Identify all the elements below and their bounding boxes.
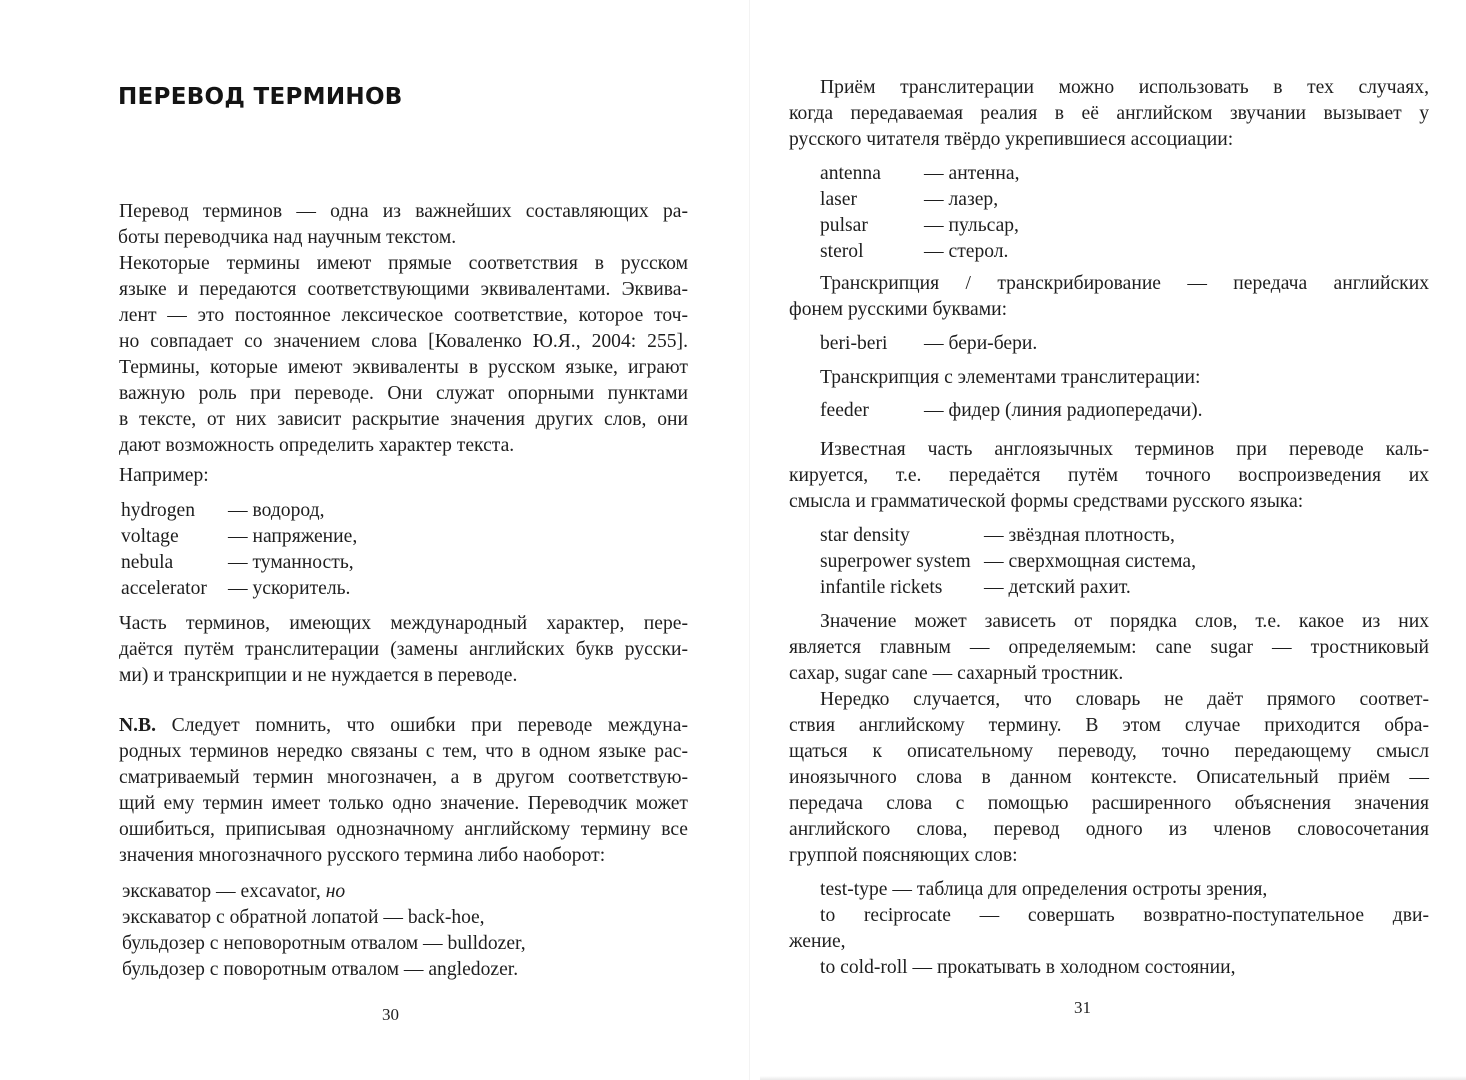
page-edge-shadow bbox=[760, 1076, 1466, 1080]
term-row bbox=[820, 398, 1203, 424]
term-list-calque bbox=[820, 523, 1196, 601]
text-line: Термины, которые имеют эквиваленты в русском языке, играют bbox=[119, 357, 688, 378]
text-line: Перевод терминов — одна из важнейших составляющих ра- bbox=[119, 201, 688, 222]
term-en: nebula bbox=[121, 552, 174, 573]
term-row bbox=[820, 187, 1020, 213]
text-line: значения многозначного русского термина либо наоборот: bbox=[119, 845, 606, 866]
term-list-descriptive bbox=[789, 877, 1429, 981]
paragraph-transliteration bbox=[789, 75, 1429, 153]
term-row bbox=[121, 550, 357, 576]
term-row bbox=[820, 549, 1196, 575]
term-row: to cold-roll — прокатывать в холодном состоянии, bbox=[820, 957, 1236, 978]
term-en: superpower system bbox=[820, 551, 971, 572]
term-row bbox=[122, 931, 526, 957]
term-en: accelerator bbox=[121, 578, 207, 599]
chapter-heading: ПЕРЕВОД ТЕРМИНОВ bbox=[118, 84, 403, 110]
text-line: дают возможность определить характер текста. bbox=[119, 435, 515, 456]
nb-text: Следует помнить, что ошибки при переводе междуна- bbox=[156, 715, 688, 736]
paragraph-nota-bene bbox=[119, 713, 688, 869]
term-row bbox=[820, 161, 1020, 187]
term-en: infantile rickets bbox=[820, 577, 943, 598]
text-line: английского слова, перевод одного из членов словосочетания bbox=[789, 819, 1429, 840]
term-row bbox=[121, 524, 357, 550]
text-line: боты переводчика над научным текстом. bbox=[118, 227, 457, 248]
term-ru: — фидер (линия радиопередачи). bbox=[924, 400, 1203, 421]
text-line: ми) и транскрипции и не нуждается в переводе. bbox=[119, 665, 518, 686]
text-line: сматриваемый термин многозначен, а в другом соответствую- bbox=[119, 767, 688, 788]
term-ru: — сверхмощная система, bbox=[984, 551, 1196, 572]
text-line: в тексте, от них зависит раскрытие значения других слов, они bbox=[119, 409, 688, 430]
text-line: группой поясняющих слов: bbox=[789, 845, 1018, 866]
term-list-nb bbox=[122, 879, 526, 983]
text-line: родных терминов нередко связаны с тем, что в одном языке рас- bbox=[119, 741, 688, 762]
text-line: важную роль при переводе. Они служат опорными пунктами bbox=[119, 383, 688, 404]
term-italic: но bbox=[325, 881, 346, 902]
term-row bbox=[820, 575, 1196, 601]
paragraph-calque bbox=[789, 437, 1429, 515]
term-en: laser bbox=[820, 189, 857, 210]
term-en: hydrogen bbox=[121, 500, 196, 521]
term-ru: — детский рахит. bbox=[984, 577, 1131, 598]
term-ru: — лазер, bbox=[924, 189, 999, 210]
text-line: смысла и грамматической формы средствами русского языка: bbox=[789, 491, 1304, 512]
text-line: Известная часть англоязычных терминов при переводе каль- bbox=[820, 439, 1429, 460]
text-line: сахар, sugar cane — сахарный тростник. bbox=[789, 663, 1124, 684]
term-text: бульдозер с поворотным отвалом — angledozer. bbox=[122, 959, 519, 980]
page-number: 30 bbox=[382, 1005, 399, 1024]
term-en: feeder bbox=[820, 400, 869, 421]
page-number: 31 bbox=[1074, 998, 1091, 1017]
term-text: экскаватор — excavator, bbox=[122, 881, 321, 902]
term-row bbox=[122, 879, 526, 905]
term-list-equivalents bbox=[121, 498, 357, 602]
text-line: щаться к описательному переводу, точно передающему смысл bbox=[789, 741, 1429, 762]
term-ru: — антенна, bbox=[924, 163, 1020, 184]
term-ru: — туманность, bbox=[228, 552, 354, 573]
text-line: щий ему термин имеет только одно значение. Переводчик может bbox=[119, 793, 688, 814]
term-row bbox=[121, 576, 357, 602]
text-line: фонем русскими буквами: bbox=[789, 299, 1008, 320]
example-label: Например: bbox=[119, 465, 209, 486]
text-line: когда передаваемая реалия в её английском звучании вызывает у bbox=[789, 103, 1429, 124]
term-en: voltage bbox=[121, 526, 179, 547]
text-line: является главным — определяемым: cane sugar — тростниковый bbox=[789, 637, 1429, 658]
text-line: лент — это постоянное лексическое соответствие, которое точ- bbox=[119, 305, 688, 326]
text-line: Нередко случается, что словарь не даёт прямого соответ- bbox=[820, 689, 1429, 710]
term-row bbox=[820, 523, 1196, 549]
text-line: ствия английскому термину. В этом случае приходится обра- bbox=[789, 715, 1429, 736]
term-ru: — стерол. bbox=[924, 241, 1009, 262]
term-row bbox=[122, 957, 526, 983]
text-line: Некоторые термины имеют прямые соответствия в русском bbox=[119, 253, 688, 274]
text-line: иноязычного слова в данном контексте. Описательный приём — bbox=[789, 767, 1429, 788]
term-row: test-type — таблица для определения остроты зрения, bbox=[820, 879, 1268, 900]
paragraph-intro bbox=[119, 199, 688, 251]
paragraph-word-order bbox=[789, 609, 1429, 687]
term-ru: — пульсар, bbox=[924, 215, 1019, 236]
text-line: Транскрипция / транскрибирование — передача английских bbox=[820, 273, 1429, 294]
text-line: языке и передаются соответствующими эквивалентами. Эквива- bbox=[119, 279, 688, 300]
nb-label: N.B. bbox=[119, 715, 157, 736]
term-ru: — бери-бери. bbox=[924, 333, 1038, 354]
term-row bbox=[820, 213, 1020, 239]
term-ru: — напряжение, bbox=[228, 526, 358, 547]
term-ru: — звёздная плотность, bbox=[984, 525, 1175, 546]
text-line: но совпадает со значением слова [Коваленко Ю.Я., 2004: 255]. bbox=[119, 331, 688, 352]
paragraph-descriptive bbox=[789, 687, 1429, 869]
term-en: star density bbox=[820, 525, 910, 546]
text-line: ошибиться, приписывая однозначному английскому термину все bbox=[119, 819, 688, 840]
term-en: antenna bbox=[820, 163, 881, 184]
paragraph-mixed: Транскрипция с элементами транслитерации: bbox=[820, 367, 1201, 388]
term-row bbox=[820, 331, 1037, 357]
text-line: передача слова с помощью расширенного объяснения значения bbox=[789, 793, 1429, 814]
text-line: Приём транслитерации можно использовать в тех случаях, bbox=[820, 77, 1429, 98]
term-list-transcription bbox=[820, 331, 1037, 357]
term-ru: — ускоритель. bbox=[228, 578, 351, 599]
term-en: sterol bbox=[820, 241, 864, 262]
term-row bbox=[820, 239, 1020, 265]
text-line: кируется, т.е. передаётся путём точного воспроизведения их bbox=[789, 465, 1429, 486]
text-line: Часть терминов, имеющих международный характер, пере- bbox=[119, 613, 688, 634]
text-line: Значение может зависеть от порядка слов, т.е. какое из них bbox=[820, 611, 1429, 632]
paragraph-international bbox=[119, 611, 688, 689]
term-list-transliteration bbox=[820, 161, 1020, 265]
term-list-mixed bbox=[820, 398, 1203, 424]
term-text: экскаватор с обратной лопатой — back-hoe, bbox=[122, 907, 485, 928]
term-row bbox=[121, 498, 357, 524]
term-row bbox=[122, 905, 526, 931]
paragraph-equivalents bbox=[119, 251, 688, 459]
term-row: жение, bbox=[789, 931, 846, 952]
term-en: beri-beri bbox=[820, 333, 888, 354]
term-row: to reciprocate — совершать возвратно-поступательное дви- bbox=[820, 905, 1429, 926]
right-page bbox=[750, 0, 1466, 1080]
paragraph-transcription bbox=[789, 271, 1429, 323]
term-ru: — водород, bbox=[228, 500, 325, 521]
term-text: бульдозер с неповоротным отвалом — bulldozer, bbox=[122, 933, 526, 954]
text-line: русского читателя твёрдо укрепившиеся ассоциации: bbox=[789, 129, 1234, 150]
text-line bbox=[119, 713, 688, 739]
text-line: даётся путём транслитерации (замены английских букв русски- bbox=[119, 639, 688, 660]
term-en: pulsar bbox=[820, 215, 868, 236]
